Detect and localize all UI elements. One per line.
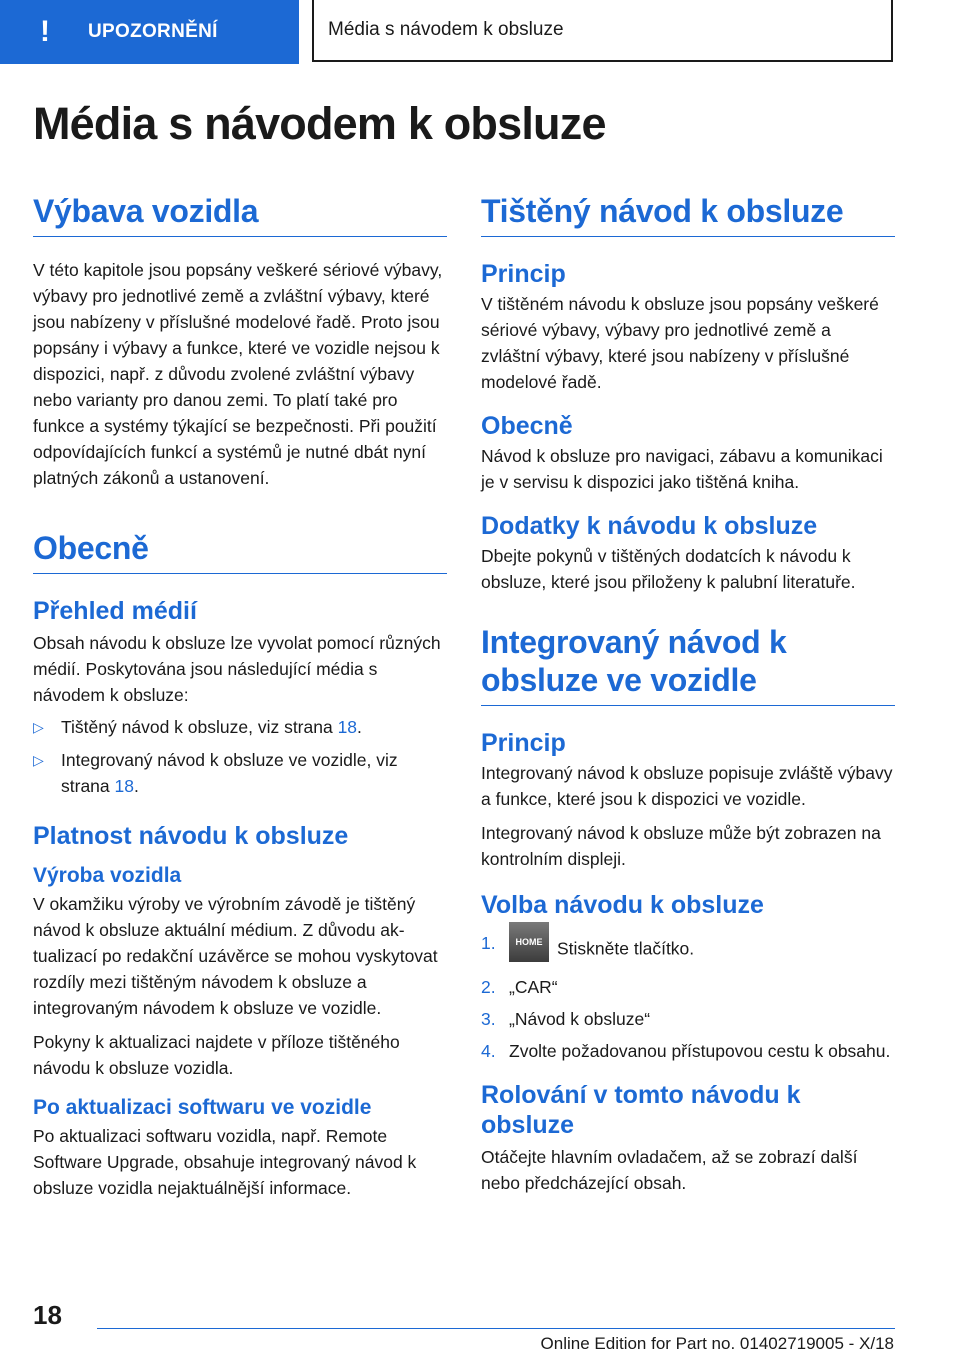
section-heading-integrovany: Integrovaný návod k obsluze ve vozidle: [481, 623, 895, 706]
aktualizace-paragraph: Po aktualizaci softwaru vozidla, např. Remote Software Upgrade, obsahuje integrovaný návod k obsluze vozidla nejaktuálnější informace.: [33, 1126, 417, 1198]
subheading-obecne: Obecně: [481, 412, 573, 440]
list-item: [33, 714, 447, 740]
obecne-paragraph: Návod k obsluze pro navigaci, zábavu a komunikaci je v servisu k dispozici jako tištěná kniha.: [481, 446, 883, 492]
subheading-dodatky: Dodatky k návodu k obsluze: [481, 512, 818, 540]
subheading-princip-integrovany: Princip: [481, 729, 566, 757]
left-column: [33, 192, 447, 1201]
triangle-bullet-icon: ▷: [33, 719, 44, 735]
subheading-princip: Princip: [481, 260, 566, 288]
step-item: [481, 1038, 895, 1064]
breadcrumb[interactable]: [312, 0, 893, 62]
media-list: [33, 714, 447, 799]
step-text: Zvolte požadovanou přístupovou cestu k obsahu.: [509, 1041, 891, 1061]
step-text: „Návod k obsluze“: [509, 1009, 651, 1029]
page-link[interactable]: 18: [337, 717, 358, 737]
page-title: Média s návodem k obsluze: [33, 98, 606, 149]
rolovani-paragraph: Otáčejte hlavním ovladačem, až se zobrazí další nebo předcházející obsah.: [481, 1147, 858, 1193]
princip-paragraph: V tištěném návodu k obsluze jsou popsány veškeré sériové výbavy, výbavy pro jednotlivé země a zvláštní výbavy, které jsou nabízeny v příslušné modelové řadě.: [481, 294, 879, 392]
list-item-end: .: [133, 776, 139, 796]
subheading-aktualizace: Po aktualizaci softwaru ve vozidle: [33, 1096, 372, 1119]
vyroba-paragraph-2: Pokyny k aktualizaci najdete v příloze tištěného návodu k obsluze vozidla.: [33, 1032, 400, 1078]
step-number: 2.: [481, 977, 496, 997]
section-heading-tisteny: Tištěný návod k obsluze: [481, 192, 895, 237]
subheading-volba: Volba návodu k obsluze: [481, 891, 764, 919]
subheading-prehled: Přehled médií: [33, 597, 197, 625]
exclamation-icon: !: [40, 15, 50, 48]
section-heading-vybava: Výbava vozidla: [33, 192, 447, 237]
integrovany-paragraph-2: Integrovaný návod k obsluze může být zobrazen na kontrolním displeji.: [481, 823, 881, 869]
subheading-vyroba: Výroba vozidla: [33, 864, 182, 887]
step-text: Stiskněte tlačítko.: [557, 938, 695, 959]
page-link[interactable]: 18: [114, 776, 134, 796]
steps-list: [481, 930, 895, 1064]
triangle-bullet-icon: ▷: [33, 752, 44, 768]
warning-tab-label: UPOZORNĚNÍ: [88, 21, 218, 42]
right-column: [481, 192, 895, 1196]
prehled-paragraph: Obsah návodu k obsluze lze vyvolat pomocí různých médií. Poskytována jsou následující média s návodem k obsluze:: [33, 633, 441, 705]
section-heading-obecne: Obecně: [33, 529, 447, 574]
footer-divider: [97, 1328, 895, 1329]
subheading-platnost: Platnost návodu k obsluze: [33, 822, 349, 850]
step-number: 4.: [481, 1041, 496, 1061]
list-item-text: Tištěný návod k obsluze, viz strana: [61, 717, 338, 737]
list-item: [33, 747, 447, 799]
step-text: „CAR“: [509, 977, 558, 997]
step-item: [481, 930, 895, 970]
warning-tab[interactable]: [0, 0, 299, 64]
dodatky-paragraph: Dbejte pokynů v tištěných dodatcích k návodu k obsluze, které jsou přiloženy k palubní literatuře.: [481, 546, 856, 592]
integrovany-paragraph: Integrovaný návod k obsluze popisuje zvláště výbavy a funkce, které jsou k dispozici ve vozidle.: [481, 763, 893, 809]
home-button-icon[interactable]: HOME: [509, 922, 549, 962]
vyroba-paragraph: V okamžiku výroby ve výrobním závodě je tištěný návod k obsluze aktuální médium. Z důvodu aktualizací po redakční uzávěrce se mohou vyskytovat rozdíly mezi tištěným návodem k obsluze a integrovaným návodem k obsluze ve vozidle.: [33, 894, 438, 1018]
step-item: [481, 1006, 895, 1032]
breadcrumb-label: Média s návodem k obsluze: [328, 19, 564, 40]
step-number: 3.: [481, 1009, 496, 1029]
step-number: 1.: [481, 933, 496, 953]
page-number: 18: [33, 1300, 62, 1330]
step-item: [481, 974, 895, 1000]
list-item-end: .: [357, 717, 362, 737]
footer-edition: Online Edition for Part no. 01402719005 - X/18: [540, 1334, 894, 1353]
vybava-paragraph: V této kapitole jsou popsány veškeré sériové výbavy, výbavy pro jednotlivé země a zvláštní výbavy, které jsou nabízeny v příslušné modelové řadě. Proto jsou popsány i výbavy a funkce, které ve vozidle nejsou k dispozici, např. z důvodu zvolené zvláštní výbavy nebo varianty pro danou zemi. To platí také pro funkce a systémy týkající se bezpečnosti. Při použití odpovídajících funkcí a systémů je nutné dbát nyní platných zákonů a ustanovení.: [33, 260, 443, 488]
list-item-text: Integrovaný návod k obsluze ve vozidle, viz strana: [61, 750, 398, 796]
subheading-rolovani: Rolování v tomto návodu k obsluze: [481, 1081, 801, 1139]
top-bar: [0, 0, 960, 66]
